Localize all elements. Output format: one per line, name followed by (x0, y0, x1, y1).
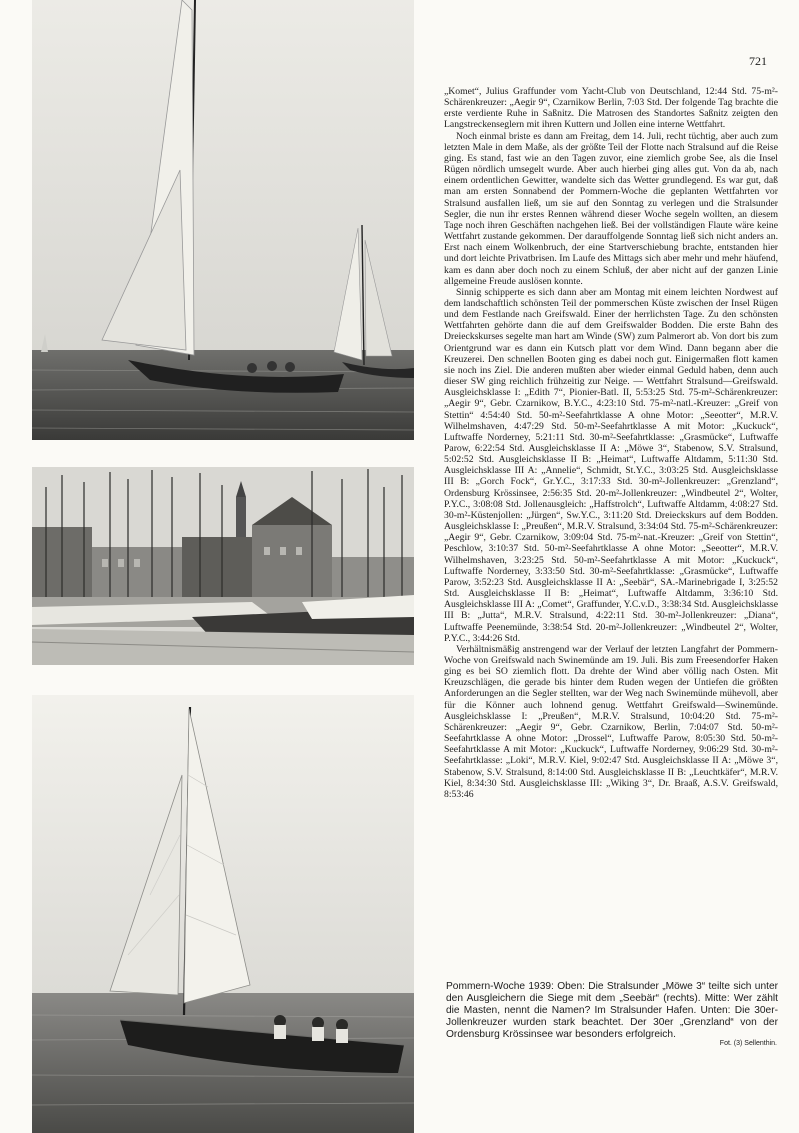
article-text (444, 86, 778, 948)
photo-credit: Fot. (3) Sellenthin. (719, 1040, 777, 1047)
photo-harbour (32, 467, 414, 665)
photo-jollenkreuzer (32, 695, 414, 1133)
article-paragraph: Noch einmal briste es dann am Freitag, dem 14. Juli, recht tüchtig, aber auch zum letzten Male in dem Maße, als der größte Teil der Flotte nach Stralsund auf die Reise ging. Es stand, fast wie an den Tagen zuvor, eine ziemlich grobe See, als die Insel Rügen nördlich umsegelt wurde. Aber auch hierbei ging alles gut. Von da ab, nach einem ordentlichen Gewitter, wandelte sich das Wetter grundlegend. Es war gut, daß man am ersten Sonnabend der Pommern-Woche die geplanten Wettfahrten vor Stralsund ausfallen ließ, um sie auf den Sonntag zu verlegen und die Stralsunder Segler, die nun ihr erstes Rennen während dieser Woche segeln wollten, an diesem Tage noch ihren Geschäften nachgehen ließ. Bei der vollständigen Flaute wäre keine Wettfahrt zustande gekommen. Der darauffolgende Sonntag ließ sich nicht anders an. Erst nach einem Wolkenbruch, der eine Startverschiebung brachte, entstanden hier und dort leichte Privatbrisen. Im Laufe des Mittags sich aber mehr und mehr häufend, kam es dann aber doch noch zu einem Schluß, der aber nicht auf der ganzen Linie allgemeine Freude auslösen konnte. (444, 130, 778, 287)
photo-yachts-sailing (32, 0, 414, 440)
photo-caption: Pommern-Woche 1939: Oben: Die Stralsunder „Möwe 3“ teilte sich unter den Ausgleichern die Siege mit dem „Seebär“ (rechts). Mitte: Wer zählt die Masten, nennt die Namen? Im Stralsunder Hafen. Unten: Die 30er-Jollenkreuzer wurden stark beachtet. Der 30er „Grenzland“ von der Ordensburg Krössinsee war besonders erfolgreich. (446, 981, 778, 1040)
article-paragraph: Sinnig schipperte es sich dann aber am Montag mit einem leichten Nordwest auf dem landschaftlich schönsten Teil der pommerschen Küste zwischen der Insel Rügen und dem Festlande nach Greifswald. Einer der herrlichsten Tage. Zu den schönsten Wettfahrten gehörte dann die auf dem Greifswalder Bodden. Die erste Bahn des Dreieckskurses segelte man hart am Winde (SW) zum Palmerort ab. Von dort bis zum Orientgrund war es dann ein Kutsch platt vor dem Wind. Dann begann aber die Kreuzerei. Den schnellen Booten ging es dabei noch gut. Einigermaßen flott kamen sie noch ins Ziel. Die anderen mußten aber wieder einmal Geduld haben, denn auch dieser SW ging reichlich frühzeitig zur Neige. — Wettfahrt Stralsund—Greifswald. Ausgleichsklasse I: „Edith 7“, Pionier-Batl. II, 5:53:25 Std. 75-m²-Schärenkreuzer: „Aegir 9“, Gebr. Czarnikow, B.Y.C., 4:23:10 Std. 75-m²-natl.-Kreuzer: „Greif von Stettin“ 4:54:40 Std. 50-m²-Seefahrtklasse A ohne Motor: „Seeotter“, M.R.V. Wilhelmshaven, 4:47:29 Std. 50-m²-Seefahrtklasse A mit Motor: „Kuckuck“, Luftwaffe Norderney, 5:21:11 Std. 30-m²-Seefahrtklasse: „Grasmücke“, Luftwaffe Parow, 6:22:54 Std. Ausgleichsklasse II A: „Möwe 3“, Stabenow, S.V. Stralsund, 5:02:52 Std. Ausgleichsklasse II B: „Heimat“, Luftwaffe Altdamm, 5:11:30 Std. Ausgleichsklasse III A: „Annelie“, Schmidt, St.Y.C., 3:03:25 Std. Ausgleichsklasse III B: „Gorch Fock“, Gr.Y.C., 3:17:33 Std. 30-m²-Jollenkreuzer: „Grenzland“, Ordensburg Krössinsee, 2:56:35 Std. 20-m²-Jollenkreuzer: „Windbeutel 2“, Wolter, P.Y.C., 3:08:08 Std. Jollenausgleich: „Haffstrolch“, Luftwaffe Altdamm, 4:08:27 Std. 30-m²-Küstenjollen: „Jürgen“, Sw.Y.C., 3:11:20 Std. Dreieckskurs auf dem Bodden. Ausgleichsklasse I: „Preußen“, M.R.V. Stralsund, 3:34:04 Std. 75-m²-Schärenkreuzer: „Aegir 9“, Gebr. Czarnikow, 3:09:04 Std. 75-m²-nat.-Kreuzer: „Greif von Stettin“, Peschlow, 3:10:37 Std. 50-m²-Seefahrtklasse A ohne Motor: „Seeotter“, M.R.V. Wilhelmshaven, 3:23:25 Std. 50-m²-Seefahrtklasse A mit Motor: „Kuckuck“, Luftwaffe Norderney, 3:33:50 Std. 30-m²-Seefahrtklasse: „Grasmücke“, Luftwaffe Parow, 3:52:23 Std. Ausgleichsklasse II A: „Seebär“, SA.-Marinebrigade I, 3:25:52 Std. Ausgleichsklasse II B: „Heimat“, Luftwaffe Altdamm, 3:36:10 Std. Ausgleichsklasse III A: „Comet“, Graffunder, Y.C.v.D., 3:38:34 Std. Ausgleichsklasse III B: „Jutta“, M.R.V. Stralsund, 4:22:11 Std. 30-m²-Jollenkreuzer: „Diana“, Luftwaffe Peenemünde, 3:38:54 Std. 20-m²-Jollenkreuzer: „Windbeutel 2“, Wolter, P.Y.C., 3:44:26 Std. (444, 286, 778, 644)
article-paragraph: „Komet“, Julius Graffunder vom Yacht-Club von Deutschland, 12:44 Std. 75-m²-Schärenkreuzer: „Aegir 9“, Czarnikow Berlin, 7:03 Std. Der folgende Tag brachte die erste verdiente Ruhe in Saßnitz. Die Matrosen des Standortes Saßnitz zeigten den Langstreckenseglern mit ihren Kuttern und Jollen eine interne Wettfahrt. (444, 86, 778, 131)
article-paragraph: Verhältnismäßig anstrengend war der Verlauf der letzten Langfahrt der Pommern-Woche von Greifswald nach Swinemünde am 19. Juli. Bis zum Freesendorfer Haken ging es bei SO ziemlich flott. Da drehte der Wind aber völlig nach Osten. Mit Kreuzschlägen, die gerade bis hinter dem Ruden wegen der Untiefen die größten Anforderungen an die Segler stellten, war der Weg nach Swinemünde mühevoll, aber für die Könner auch lohnend genug. Wettfahrt Greifswald—Swinemünde. Ausgleichsklasse I: „Preußen“, M.R.V. Stralsund, 10:04:20 Std. 75-m²-Schärenkreuzer: „Aegir 9“, Gebr. Czarnikow, Berlin, 7:04:07 Std. 50-m²-Seefahrtklasse A ohne Motor: „Drossel“, Luftwaffe Parow, 8:05:30 Std. 50-m²-Seefahrtklasse A mit Motor: „Kuckuck“, Luftwaffe Norderney, 9:06:29 Std. 30-m²-Seefahrtklasse: „Loki“, M.R.V. Kiel, 9:02:47 Std. Ausgleichsklasse II A: „Möwe 3“, Stabenow, S.V. Stralsund, 8:14:00 Std. Ausgleichsklasse II B: „Leuchtkäfer“, M.R.V. Kiel, 8:34:30 Std. Ausgleichsklasse III: „Wiking 3“, Dr. Braaß, A.S.V. Greifswald, 8:53:46 (444, 643, 778, 800)
page-number: 721 (749, 54, 767, 68)
